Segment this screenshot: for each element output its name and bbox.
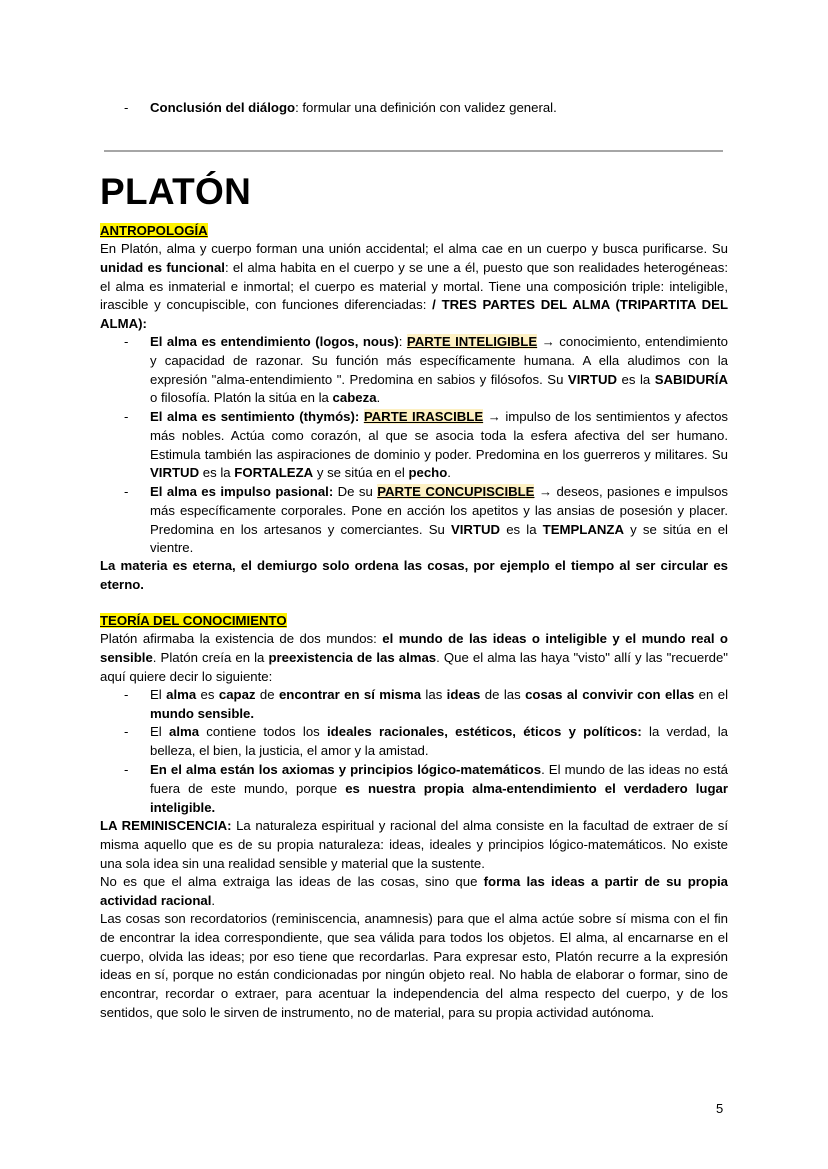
bullet-dash: - (124, 724, 129, 739)
bullet-lead: El alma es entendimiento (logos, nous) (150, 334, 399, 349)
virtud-label: VIRTUD (567, 371, 618, 387)
part-label: PARTE CONCUPISCIBLE (377, 484, 535, 499)
bullet-lead: El alma es impulso pasional: (150, 484, 334, 499)
bullet-dash: - (124, 409, 129, 424)
horizontal-rule (104, 150, 723, 152)
intro-bold: unidad es funcional (100, 259, 225, 275)
recordatorios-paragraph: Las cosas son recordatorios (reminiscencia, anamnesis) para que el alma actúe sobre sí misma con el fin de encontrar la idea correspondiente, que sea válida para todos los objetos. El alma, al encarnarse en el cuerpo, olvida las ideas; por eso tiene que recordarlas. Para expresar esto, Platón recurre a la expresión ideas en sí, porque no están condicionadas por ningún objeto real. No habla de elaborar o formar, sino de encontrar, recordar o extraer, para acentuar la independencia del alma respecto del cuerpo, y de los sentidos, que solo le sirven de instrumento, no de material, para su propia actividad autónoma. (100, 911, 728, 1020)
t: es (196, 687, 219, 702)
intro-bold-2: / TRES PARTES DEL ALMA (TRIPARTITA DEL ALMA): (100, 297, 729, 332)
intro-text: En Platón, alma y cuerpo forman una unión accidental; el alma cae en un cuerpo y busca purificarse. Su (100, 241, 728, 256)
para-text: La naturaleza espiritual y racional del alma consiste en la facultad de extraer de sí misma aquello que es de su propia naturaleza: ideas, ideales y principios lógico-matemáticos. No existe una sola idea sin una realidad sensible y material que la sustente. (100, 818, 728, 871)
b: ideas (446, 687, 481, 702)
t: de (255, 687, 279, 702)
t: la verdad, la belleza, el bien, la justicia, el amor y la amistad. (150, 724, 729, 758)
bullet-bold: Conclusión del diálogo (150, 100, 296, 115)
bullet-body: → conocimiento, entendimiento y capacidad de razonar. Su función más específicamente humana. A ella aludimos con la expresión "alma-entendimiento ". Predomina en sabios y filósofos. Su (150, 334, 728, 387)
alma-bullet-irascible (124, 408, 728, 483)
para-text: No es que el alma extraiga las ideas de las cosas, sino que (100, 874, 484, 889)
bullet-text: . (376, 390, 381, 406)
t: de las (480, 687, 526, 702)
virtue-name: FORTALEZA (234, 465, 314, 481)
bullet-body: → impulso de los sentimientos y afectos más nobles. Actúa como corazón, al que se asocia toda la esfera afectiva del ser humano. Estimula también las aspiraciones de dominio y poder. Predomina en los guerreros y militares. Su (150, 409, 728, 462)
reminiscencia-label: LA REMINISCENCIA: (100, 818, 232, 833)
bullet-text: es la (617, 371, 655, 387)
b: cosas al convivir con ellas (525, 687, 695, 702)
conocimiento-bullet-2 (124, 723, 728, 761)
part-label: PARTE INTELIGIBLE (406, 334, 538, 349)
bullet-text: es la (500, 521, 543, 537)
intro-text-2: : el alma habita en el cuerpo y se une a él, puesto que son realidades heterogéneas: el alma es inmaterial e inmortal; el cuerpo es material y mortal. Tiene una composición triple: inteligible, irascible y concupiscible, con funciones diferenciadas: (100, 259, 729, 313)
virtud-label: VIRTUD (150, 465, 200, 481)
bullet-dash: - (124, 100, 129, 115)
para-text: . Platón creía en la (152, 649, 269, 665)
bullet-dash: - (124, 762, 129, 777)
section-heading-antropologia (100, 222, 208, 240)
t: El (150, 724, 169, 739)
para-text: . (211, 892, 216, 908)
t: El (150, 687, 167, 702)
page-title: PLATÓN (100, 171, 252, 212)
bullet-dash: - (124, 334, 129, 349)
page-number: 5 (716, 1101, 724, 1116)
virtud-label: VIRTUD (450, 521, 501, 537)
bullet-dash: - (124, 484, 129, 499)
t: . El mundo de las ideas no está fuera de este mundo, porque (150, 762, 729, 796)
heading-text: TEORÍA DEL CONOCIMIENTO (100, 613, 287, 628)
ideas-paragraph (100, 873, 728, 911)
bullet-text: y se sitúa en el vientre. (150, 521, 728, 556)
conocimiento-bullet-1 (124, 686, 728, 724)
t: las (421, 687, 447, 702)
b: capaz (218, 687, 256, 702)
antropologia-closing: La materia es eterna, el demiurgo solo ordena las cosas, por ejemplo el tiempo al ser circular es eterno. (100, 558, 728, 592)
alma-bullet-concupiscible (124, 483, 728, 558)
para-bold: forma las ideas a partir de su propia actividad racional (100, 874, 728, 908)
bullet-lead: El alma es sentimiento (thymós): (150, 409, 360, 424)
t: contiene todos los (199, 724, 328, 739)
b: En el alma están los axiomas y principios lógico-matemáticos (150, 762, 542, 777)
bullet-sep: : (398, 334, 407, 349)
antropologia-intro (100, 240, 728, 334)
bullet-text: es la (199, 465, 235, 481)
conocimiento-intro (100, 630, 728, 686)
heading-text: ANTROPOLOGÍA (100, 223, 208, 238)
body-place: pecho (408, 465, 448, 481)
para-text: . Que el alma las haya "visto" allí y las "recuerde" aquí quiere decir lo siguiente: (100, 649, 728, 684)
body-place: cabeza (332, 390, 377, 406)
virtue-name: SABIDURÍA (654, 371, 728, 387)
bullet-text: y se sitúa en el (313, 465, 409, 481)
conclusion-bullet (124, 99, 728, 118)
alma-bullet-inteligible (124, 333, 728, 408)
bullet-sep: De su (333, 484, 378, 499)
b: mundo sensible. (150, 705, 255, 721)
b: ideales racionales, estéticos, éticos y políticos: (327, 724, 642, 739)
b: alma (166, 687, 197, 702)
b: encontrar en sí misma (278, 687, 422, 702)
bullet-text: o filosofía. Platón la sitúa en la (150, 390, 333, 406)
section-heading-conocimiento (100, 612, 287, 630)
virtue-name: TEMPLANZA (542, 521, 624, 537)
bullet-text: : formular una definición con validez general. (295, 100, 557, 115)
bullet-body: → deseos, pasiones e impulsos más específicamente corporales. Pone en acción los apetitos y las ansias de posesión y placer. Predomina en los artesanos y comerciantes. Su (150, 484, 728, 537)
bullet-dash: - (124, 687, 129, 702)
part-label: PARTE IRASCIBLE (363, 409, 484, 424)
conocimiento-bullet-3 (124, 761, 728, 817)
para-bold: el mundo de las ideas o inteligible y el mundo real o sensible (100, 631, 728, 665)
b: alma (168, 724, 200, 739)
reminiscencia-paragraph (100, 817, 728, 873)
bullet-text: . (447, 465, 451, 481)
para-bold: preexistencia de las almas (268, 649, 437, 665)
t: en el (694, 687, 728, 702)
para-text: Platón afirmaba la existencia de dos mundos: (100, 631, 383, 646)
b: es nuestra propia alma-entendimiento el verdadero lugar inteligible. (150, 780, 728, 815)
